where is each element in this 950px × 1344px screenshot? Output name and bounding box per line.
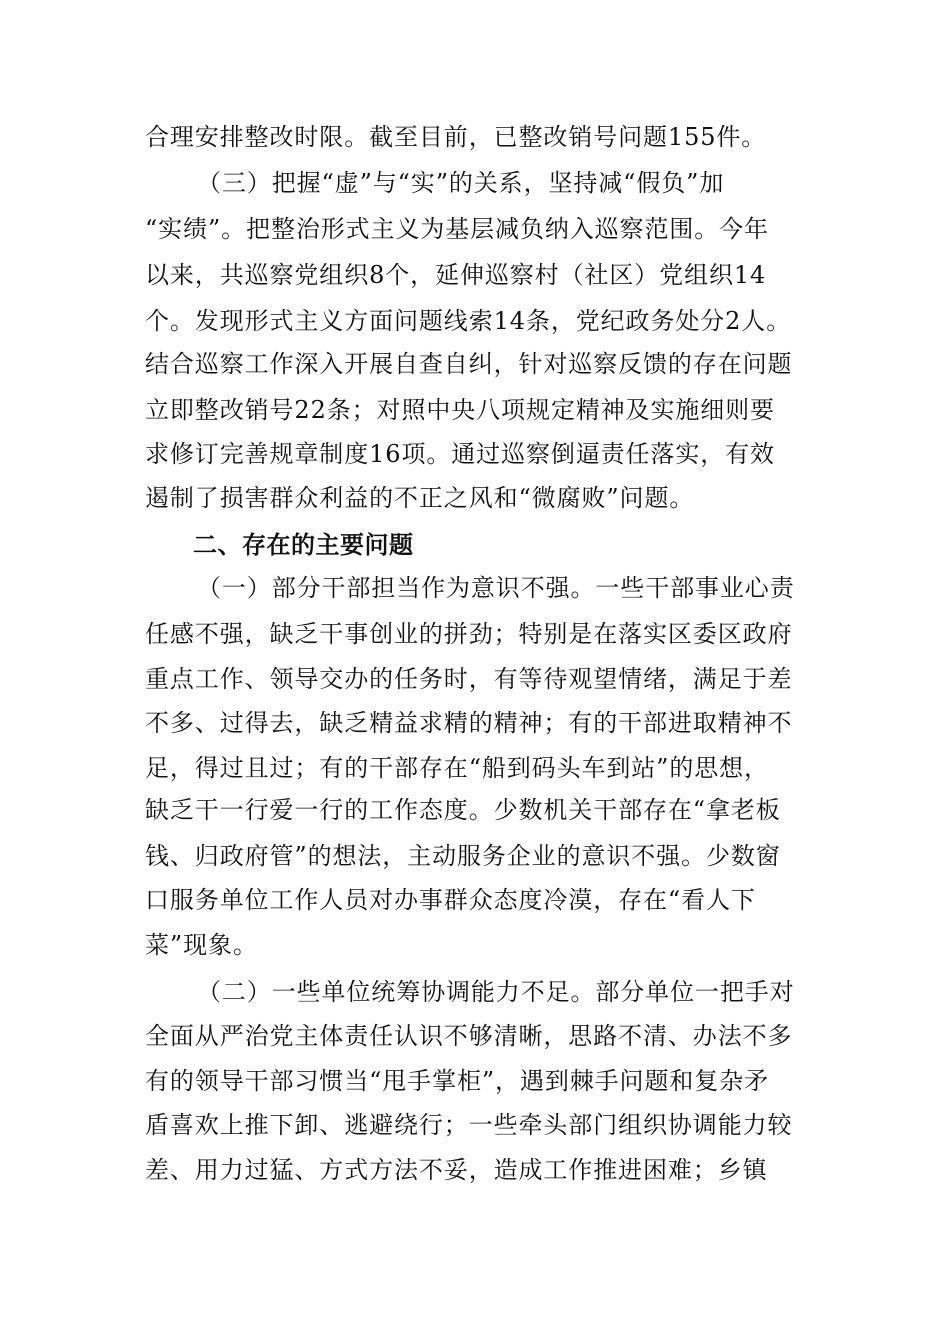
- body-text-line: 足，得过且过；有的干部存在“船到码头车到站”的思想，: [145, 754, 769, 782]
- body-text-line: 有的领导干部习惯当“甩手掌柜”，遇到棘手问题和复杂矛: [145, 1067, 769, 1095]
- body-text-line: 缺乏干一行爱一行的工作态度。少数机关干部存在“拿老板: [145, 796, 781, 824]
- body-text-line: 菜”现象。: [145, 931, 258, 959]
- section-heading: 二、存在的主要问题: [193, 531, 414, 559]
- body-text-line: 全面从严治党主体责任认识不够清晰，思路不清、办法不多: [145, 1022, 793, 1050]
- body-text-line: 以来，共巡察党组织8个，延伸巡察村（社区）党组织14: [145, 261, 767, 289]
- body-text-line: 结合巡察工作深入开展自查自纠，针对巡察反馈的存在问题: [145, 350, 793, 378]
- body-text-line: 盾喜欢上推下卸、逃避绕行；一些牵头部门组织协调能力较: [145, 1111, 793, 1139]
- paragraph-first-line: （一）部分干部担当作为意识不强。一些干部事业心责: [197, 574, 795, 602]
- body-text-line: 差、用力过猛、方式方法不妥，造成工作推进困难；乡镇: [145, 1156, 768, 1184]
- body-text-line: 合理安排整改时限。截至目前，已整改销号问题155件。: [145, 123, 767, 151]
- body-text-line: 不多、过得去，缺乏精益求精的精神；有的干部进取精神不: [145, 709, 793, 737]
- body-text-line: “实绩”。把整治形式主义为基层减负纳入巡察范围。今年: [145, 215, 769, 243]
- body-text-line: 个。发现形式主义方面问题线索14条，党纪政务处分2人。: [145, 307, 792, 335]
- paragraph-first-line: （二）一些单位统筹协调能力不足。部分单位一把手对: [197, 978, 795, 1006]
- body-text-line: 立即整改销号22条；对照中央八项规定精神及实施细则要: [145, 396, 775, 424]
- paragraph-first-line: （三）把握“虚”与“实”的关系，坚持减“假负”加: [197, 169, 725, 197]
- body-text-line: 口服务单位工作人员对办事群众态度冷漠，存在“看人下: [145, 886, 756, 914]
- body-text-line: 任感不强，缺乏干事创业的拼劲；特别是在落实区委区政府: [145, 620, 793, 648]
- body-text-line: 遏制了损害群众利益的不正之风和“微腐败”问题。: [145, 484, 695, 512]
- body-text-line: 求修订完善规章制度16项。通过巡察倒逼责任落实，有效: [145, 440, 775, 468]
- body-text-line: 钱、归政府管”的想法，主动服务企业的意识不强。少数窗: [145, 842, 781, 870]
- body-text-line: 重点工作、领导交办的任务时，有等待观望情绪，满足于差: [145, 665, 793, 693]
